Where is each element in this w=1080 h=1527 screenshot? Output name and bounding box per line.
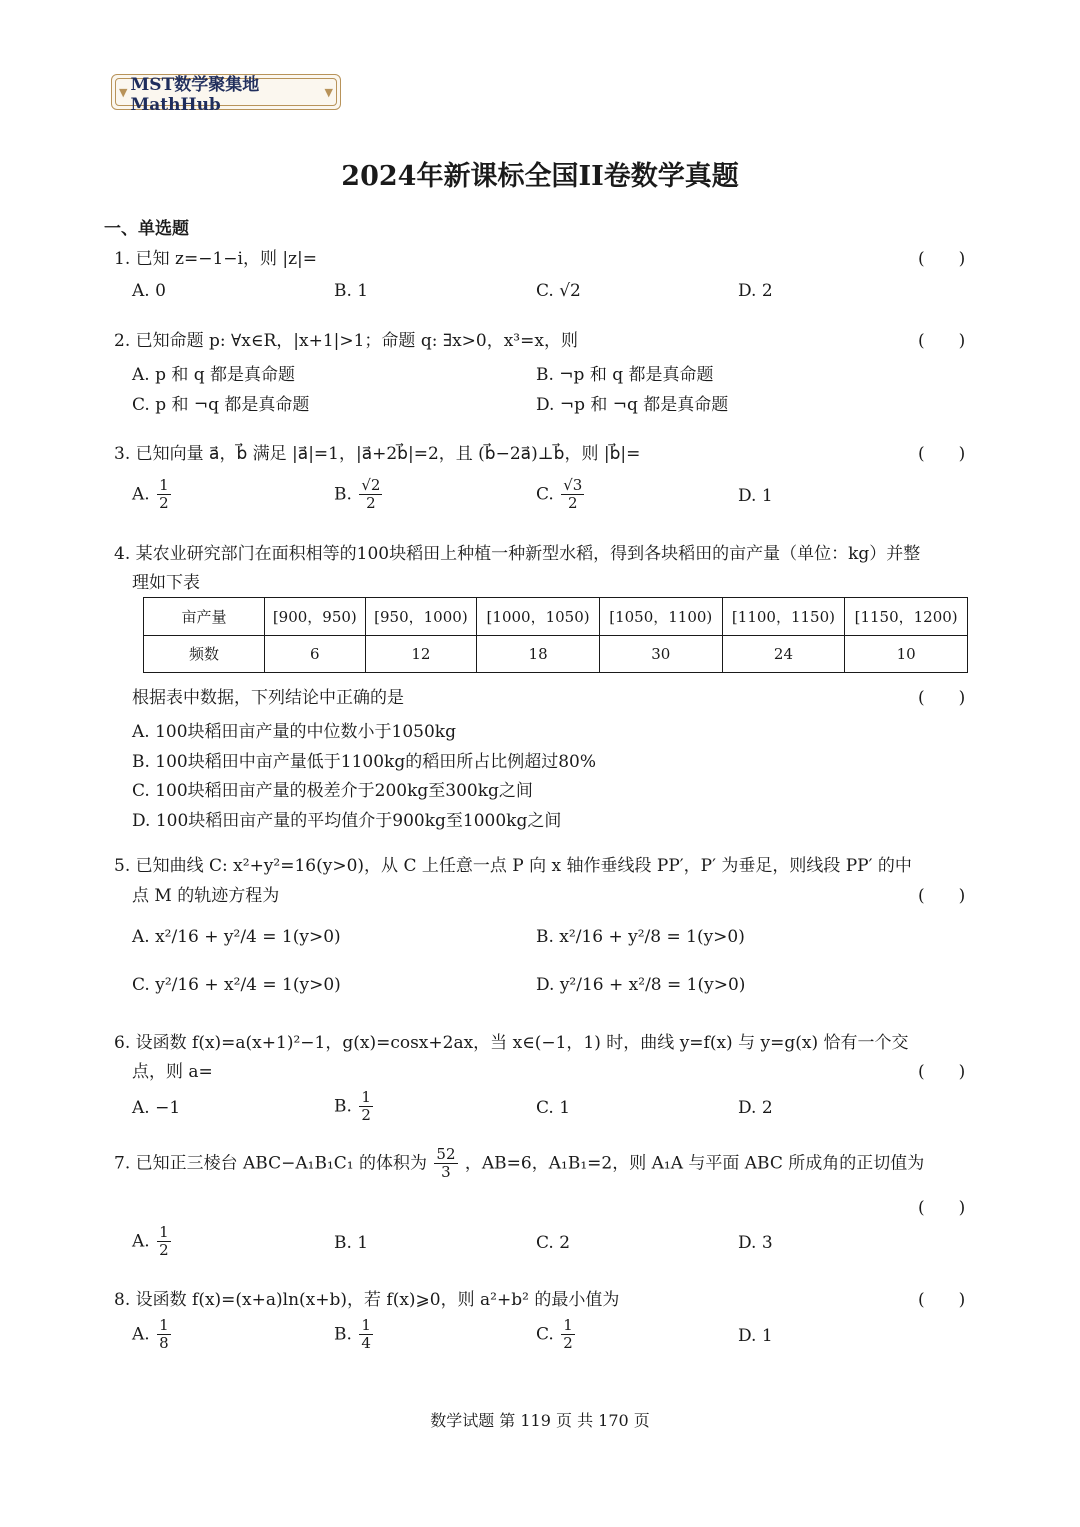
table-cell: [1150，1200) [845, 598, 968, 636]
q3-option-b: B. $\frac{√2}{2}$ [334, 476, 381, 513]
question-5-stem-line1: 5. 已知曲线 C: x²+y²=16(y>0)，从 C 上任意一点 P 向 x 轴作垂线段 PP′，P′ 为垂足，则线段 PP′ 的中 [114, 856, 912, 876]
table-row [144, 635, 968, 673]
table-cell: 24 [722, 635, 845, 673]
triangle-icon: ▼ [324, 85, 333, 99]
table-cell: [1050，1100) [599, 598, 722, 636]
page-footer: 数学试题 第 119 页 共 170 页 [430, 1411, 650, 1430]
answer-paren: ( ) [918, 1062, 966, 1082]
q7-option-c: C. 2 [536, 1233, 571, 1253]
q4-option-c: C. 100块稻田亩产量的极差介于200kg至300kg之间 [132, 781, 533, 801]
q8-option-b: B. $\frac{1}{4}$ [334, 1316, 371, 1353]
table-cell: [950，1000) [365, 598, 477, 636]
yield-frequency-table [143, 597, 968, 673]
table-cell: 频数 [144, 635, 265, 673]
table-cell: 亩产量 [144, 598, 265, 636]
question-8-stem: 8. 设函数 f(x)=(x+a)ln(x+b)，若 f(x)⩾0，则 a²+b² 的最小值为 [114, 1290, 620, 1310]
answer-paren: ( ) [918, 444, 966, 464]
q6-option-b: B. $\frac{1}{2}$ [334, 1088, 371, 1125]
question-6-stem-line1: 6. 设函数 f(x)=a(x+1)²−1，g(x)=cosx+2ax，当 x∈(−1，1) 时，曲线 y=f(x) 与 y=g(x) 恰有一个交 [114, 1033, 909, 1053]
q4-option-b: B. 100块稻田中亩产量低于1100kg的稻田所占比例超过80% [132, 752, 596, 772]
table-cell: [900，950) [265, 598, 366, 636]
q5-option-a: A. x²/16 + y²/4 = 1(y>0) [132, 927, 341, 947]
question-1-stem: 1. 已知 z=−1−i，则 |z|= [114, 249, 318, 269]
q2-option-b: B. ¬p 和 q 都是真命题 [536, 365, 714, 385]
triangle-icon: ▼ [119, 85, 128, 99]
question-3-stem: 3. 已知向量 a⃗，b⃗ 满足 |a⃗|=1，|a⃗+2b⃗|=2，且 (b⃗−2a⃗)⊥b⃗，则 |b⃗|= [114, 444, 641, 464]
table-cell: [1000，1050) [477, 598, 600, 636]
badge-text: MST数学聚集地MathHub [130, 74, 260, 115]
q7-option-b: B. 1 [334, 1233, 369, 1253]
question-4-stem-line2: 理如下表 [132, 573, 200, 593]
answer-paren: ( ) [918, 886, 966, 906]
q8-option-c: C. $\frac{1}{2}$ [536, 1316, 573, 1353]
q1-option-c: C. √2 [536, 281, 581, 301]
q3-option-a: A. $\frac{1}{2}$ [132, 476, 169, 513]
q5-option-d: D. y²/16 + x²/8 = 1(y>0) [536, 975, 746, 995]
q1-option-b: B. 1 [334, 281, 369, 301]
q7-option-a: A. $\frac{1}{2}$ [132, 1223, 169, 1260]
page-title: 2024年新课标全国II卷数学真题 [341, 161, 739, 192]
q2-option-c: C. p 和 ¬q 都是真命题 [132, 395, 310, 415]
q5-option-c: C. y²/16 + x²/4 = 1(y>0) [132, 975, 341, 995]
question-4-prompt: 根据表中数据，下列结论中正确的是 [132, 688, 404, 708]
table-cell: [1100，1150) [722, 598, 845, 636]
q3-option-d: D. 1 [738, 486, 773, 506]
q5-option-b: B. x²/16 + y²/8 = 1(y>0) [536, 927, 745, 947]
q1-option-d: D. 2 [738, 281, 773, 301]
mathhub-logo-badge [111, 74, 341, 115]
q8-option-d: D. 1 [738, 1326, 773, 1346]
question-4-stem-line1: 4. 某农业研究部门在面积相等的100块稻田上种植一种新型水稻，得到各块稻田的亩产量（单位：kg）并整 [114, 544, 921, 564]
q8-option-a: A. $\frac{1}{8}$ [132, 1316, 169, 1353]
question-2-stem: 2. 已知命题 p: ∀x∈R，|x+1|>1；命题 q: ∃x>0，x³=x，则 [114, 331, 578, 351]
table-cell: 18 [477, 635, 600, 673]
q7-option-d: D. 3 [738, 1233, 773, 1253]
answer-paren: ( ) [918, 1290, 966, 1310]
q3-option-c: C. $\frac{√3}{2}$ [536, 476, 583, 513]
q2-option-a: A. p 和 q 都是真命题 [132, 365, 296, 385]
section-heading: 一、单选题 [104, 219, 189, 239]
table-cell: 12 [365, 635, 477, 673]
q2-option-d: D. ¬p 和 ¬q 都是真命题 [536, 395, 729, 415]
answer-paren: ( ) [918, 688, 966, 708]
question-5-stem-line2: 点 M 的轨迹方程为 [132, 886, 280, 906]
table-row [144, 598, 968, 636]
q6-option-c: C. 1 [536, 1098, 571, 1118]
table-cell: 10 [845, 635, 968, 673]
q6-option-d: D. 2 [738, 1098, 773, 1118]
table-cell: 6 [265, 635, 366, 673]
answer-paren: ( ) [918, 331, 966, 351]
answer-paren: ( ) [918, 1198, 966, 1218]
q4-option-a: A. 100块稻田亩产量的中位数小于1050kg [132, 722, 456, 742]
q4-option-d: D. 100块稻田亩产量的平均值介于900kg至1000kg之间 [132, 811, 562, 831]
q6-option-a: A. −1 [132, 1098, 181, 1118]
answer-paren: ( ) [918, 249, 966, 269]
question-7-stem: 7. 已知正三棱台 ABC−A₁B₁C₁ 的体积为 $\frac{52}{3}$ ，AB=6，A₁B₁=2，则 A₁A 与平面 ABC 所成角的正切值为 [114, 1145, 925, 1182]
q1-option-a: A. 0 [132, 281, 166, 301]
table-cell: 30 [599, 635, 722, 673]
question-6-stem-line2: 点，则 a= [132, 1062, 213, 1082]
